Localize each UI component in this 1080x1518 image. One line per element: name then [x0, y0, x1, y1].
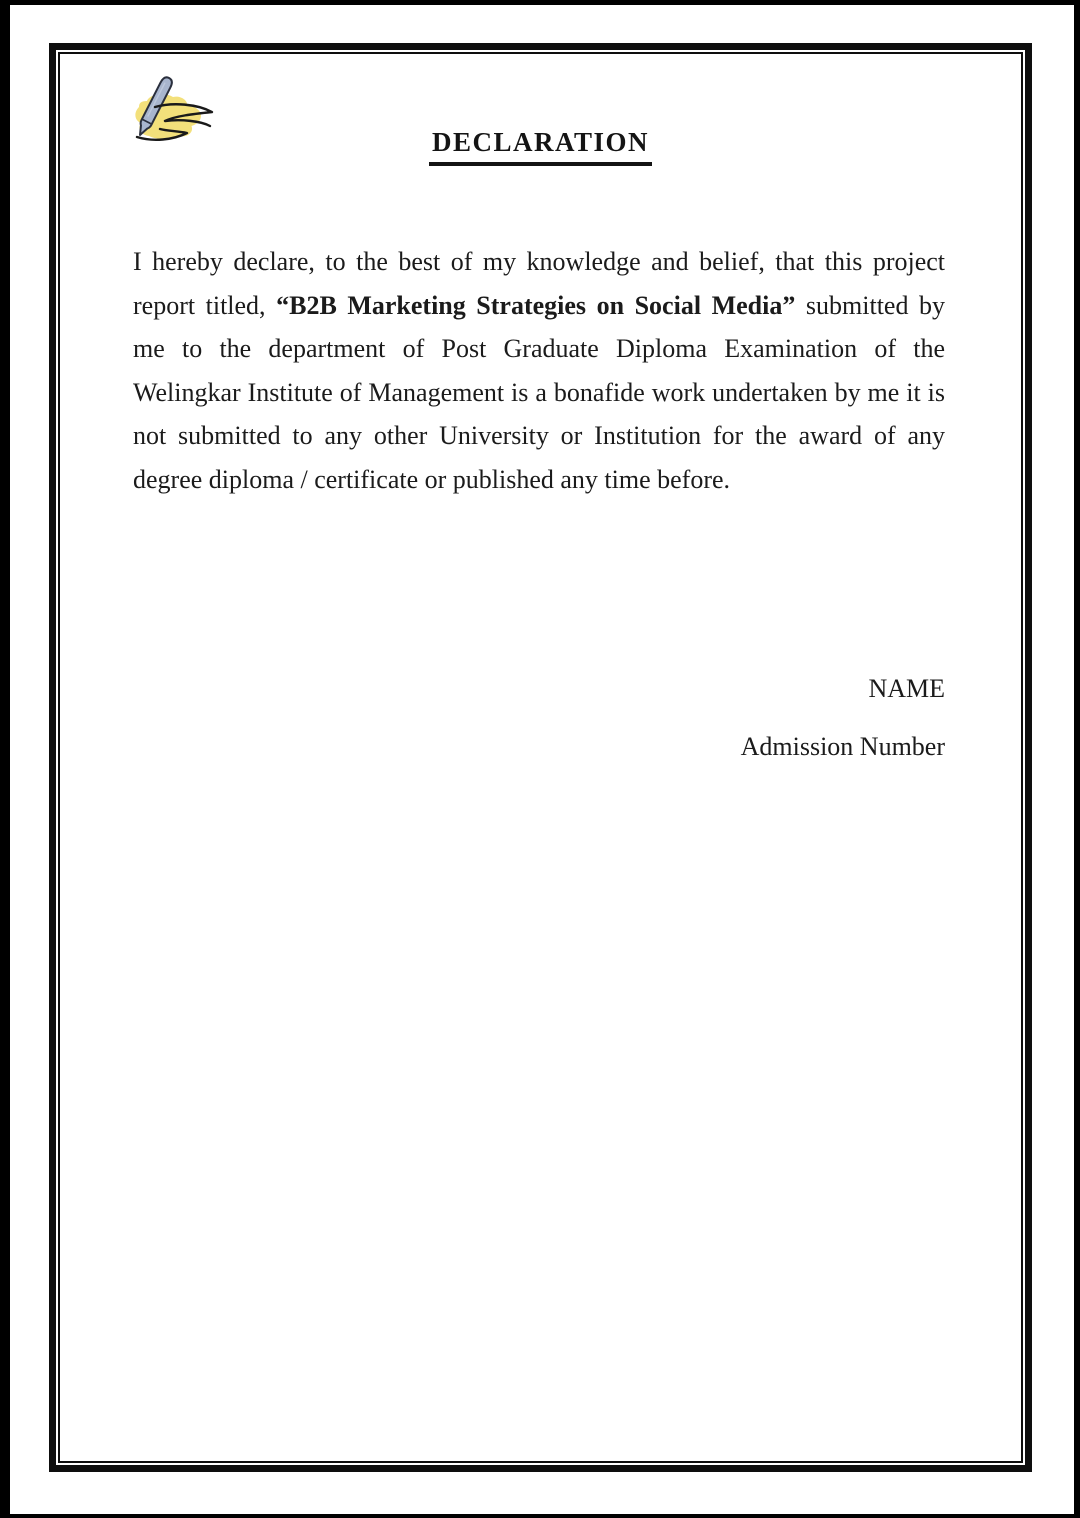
paragraph-pre-bold: I hereby declare, to the best of my knowledge and belief, that this project report titled,	[133, 247, 945, 320]
page-content	[56, 50, 1025, 1465]
paragraph-bold-title: “B2B Marketing Strategies on Social Media”	[276, 290, 796, 320]
admission-number-label: Admission Number	[740, 732, 945, 761]
declaration-title: DECLARATION	[429, 129, 652, 166]
declaration-paragraph	[133, 240, 945, 501]
title-row	[56, 129, 1025, 166]
paper-sheet	[10, 5, 1074, 1514]
name-label: NAME	[868, 674, 945, 703]
paragraph-post-bold: submitted by me to the department of Post Graduate Diploma Examination of the Welingkar Institute of Management is a bonafide work undertaken by me it is not submitted to any other University or Institution for the award of any degree diploma / certificate or published any time before.	[133, 290, 946, 494]
signoff-block	[741, 660, 945, 776]
page-border-frame	[49, 43, 1032, 1472]
